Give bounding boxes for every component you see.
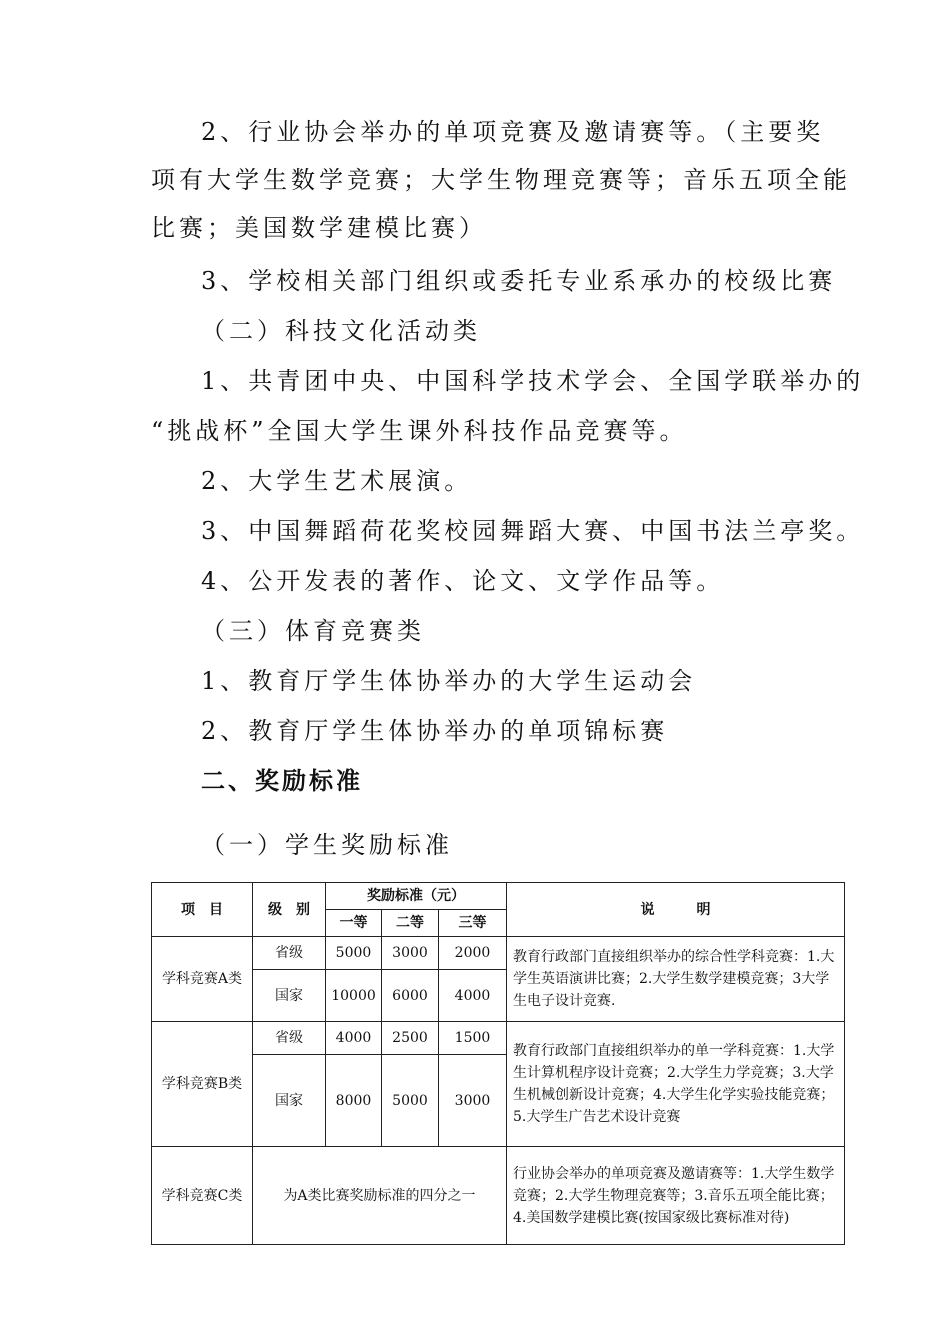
third-prize-cell: 4000 [439,970,507,1022]
first-prize-cell: 4000 [326,1022,382,1055]
first-prize-cell: 10000 [326,970,382,1022]
level-cell: 国家 [253,1055,326,1147]
header-second: 二等 [382,910,439,937]
category-cell: 学科竞赛C类 [152,1147,253,1245]
category-cell: 学科竞赛B类 [152,1022,253,1147]
section-heading-tech: （二）科技文化活动类 [201,317,481,345]
section-heading-sports: （三）体育竞赛类 [201,617,425,645]
paragraph-tech-3: 3、中国舞蹈荷花奖校园舞蹈大赛、中国书法兰亭奖。 [201,517,865,545]
table-header-row [152,883,845,910]
third-prize-cell: 3000 [439,1055,507,1147]
header-item: 项 目 [152,883,253,937]
header-note: 说 明 [507,883,845,937]
second-prize-cell: 2500 [382,1022,439,1055]
second-prize-cell: 3000 [382,937,439,970]
paragraph-sports-2: 2、教育厅学生体协举办的单项锦标赛 [201,717,669,745]
level-cell: 国家 [253,970,326,1022]
header-level: 级 别 [253,883,326,937]
subheading-student-reward: （一）学生奖励标准 [201,831,453,859]
paragraph-tech-2: 2、大学生艺术展演。 [201,467,473,495]
paragraph-item-2: 2、行业协会举办的单项竞赛及邀请赛等。（主要奖项有大学生数学竞赛；大学生物理竞赛等；音乐五项全能比赛；美国数学建模比赛） [151,118,851,242]
note-cell: 行业协会举办的单项竞赛及邀请赛等：1.大学生数学竞赛；2.大学生物理竞赛等；3.音乐五项全能比赛；4.美国数学建模比赛(按国家级比赛标准对待) [507,1147,845,1245]
second-prize-cell: 5000 [382,1055,439,1147]
table-row [152,1022,845,1055]
first-prize-cell: 5000 [326,937,382,970]
second-prize-cell: 6000 [382,970,439,1022]
table-row [152,937,845,970]
paragraph-item-3: 3、学校相关部门组织或委托专业系承办的校级比赛 [201,267,837,295]
third-prize-cell: 2000 [439,937,507,970]
category-cell: 学科竞赛A类 [152,937,253,1022]
paragraph-tech-4: 4、公开发表的著作、论文、文学作品等。 [201,567,725,595]
paragraph-tech-1: 1、共青团中央、中国科学技术学会、全国学联举办的 [201,367,865,395]
header-third: 三等 [439,910,507,937]
level-cell: 省级 [253,1022,326,1055]
paragraph-tech-1-cont: “挑战杯”全国大学生课外科技作品竞赛等。 [151,417,688,445]
reward-table [151,882,845,1245]
third-prize-cell: 1500 [439,1022,507,1055]
level-cell: 省级 [253,937,326,970]
header-standard: 奖励标准（元） [326,883,507,910]
note-cell: 教育行政部门直接组织举办的综合性学科竞赛：1.大学生英语演讲比赛；2.大学生数学建模竞赛；3大学生电子设计竞赛. [507,937,845,1022]
merged-standard-cell: 为A类比赛奖励标准的四分之一 [253,1147,507,1245]
table-row [152,1147,845,1245]
note-cell: 教育行政部门直接组织举办的单一学科竞赛：1.大学生计算机程序设计竞赛；2.大学生力学竞赛；3.大学生机械创新设计竞赛；4.大学生化学实验技能竞赛；5.大学生广告艺术设计竞赛 [507,1022,845,1147]
header-first: 一等 [326,910,382,937]
paragraph-sports-1: 1、教育厅学生体协举办的大学生运动会 [201,667,697,695]
first-prize-cell: 8000 [326,1055,382,1147]
section-heading-reward: 二、奖励标准 [201,767,363,795]
